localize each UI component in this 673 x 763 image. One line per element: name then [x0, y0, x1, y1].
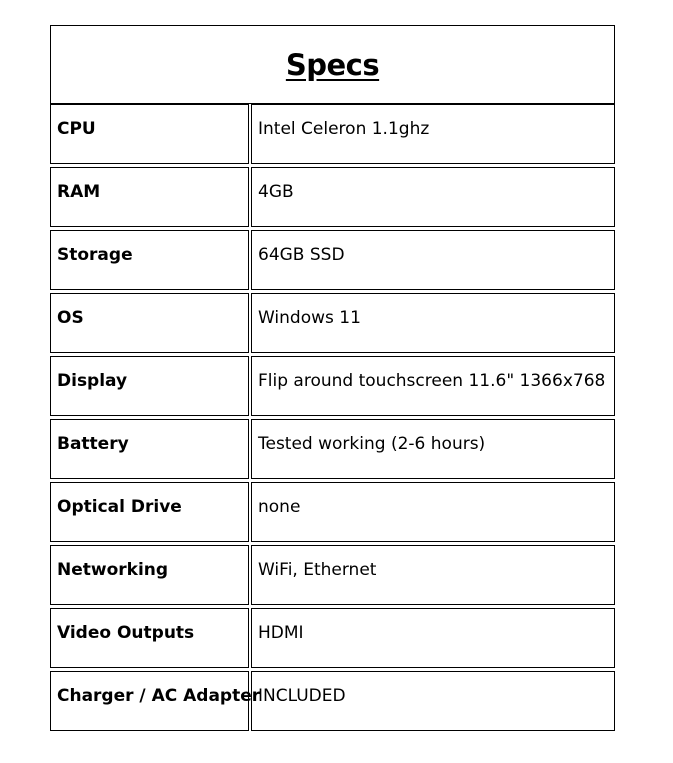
spec-label: CPU	[50, 104, 249, 164]
spec-value: Flip around touchscreen 11.6" 1366x768	[251, 356, 615, 416]
spec-row-optical-drive	[50, 482, 615, 542]
spec-label: Charger / AC Adapter	[50, 671, 249, 731]
spec-value: WiFi, Ethernet	[251, 545, 615, 605]
spec-row-battery	[50, 419, 615, 479]
spec-row-storage	[50, 230, 615, 290]
specs-title: Specs	[285, 47, 380, 82]
spec-row-ram	[50, 167, 615, 227]
spec-value: 64GB SSD	[251, 230, 615, 290]
spec-value: none	[251, 482, 615, 542]
spec-row-display	[50, 356, 615, 416]
spec-value: Tested working (2-6 hours)	[251, 419, 615, 479]
spec-label: Display	[50, 356, 249, 416]
spec-value: 4GB	[251, 167, 615, 227]
spec-label: Optical Drive	[50, 482, 249, 542]
spec-row-video-outputs	[50, 608, 615, 668]
spec-label: RAM	[50, 167, 249, 227]
spec-label: OS	[50, 293, 249, 353]
spec-label: Networking	[50, 545, 249, 605]
spec-row-networking	[50, 545, 615, 605]
spec-value: INCLUDED	[251, 671, 615, 731]
spec-label: Battery	[50, 419, 249, 479]
specs-table	[50, 104, 615, 734]
spec-label: Storage	[50, 230, 249, 290]
spec-row-os	[50, 293, 615, 353]
spec-row-cpu	[50, 104, 615, 164]
spec-value: Intel Celeron 1.1ghz	[251, 104, 615, 164]
spec-row-charger	[50, 671, 615, 731]
specs-title-box	[50, 25, 615, 104]
spec-label: Video Outputs	[50, 608, 249, 668]
spec-value: HDMI	[251, 608, 615, 668]
spec-value: Windows 11	[251, 293, 615, 353]
